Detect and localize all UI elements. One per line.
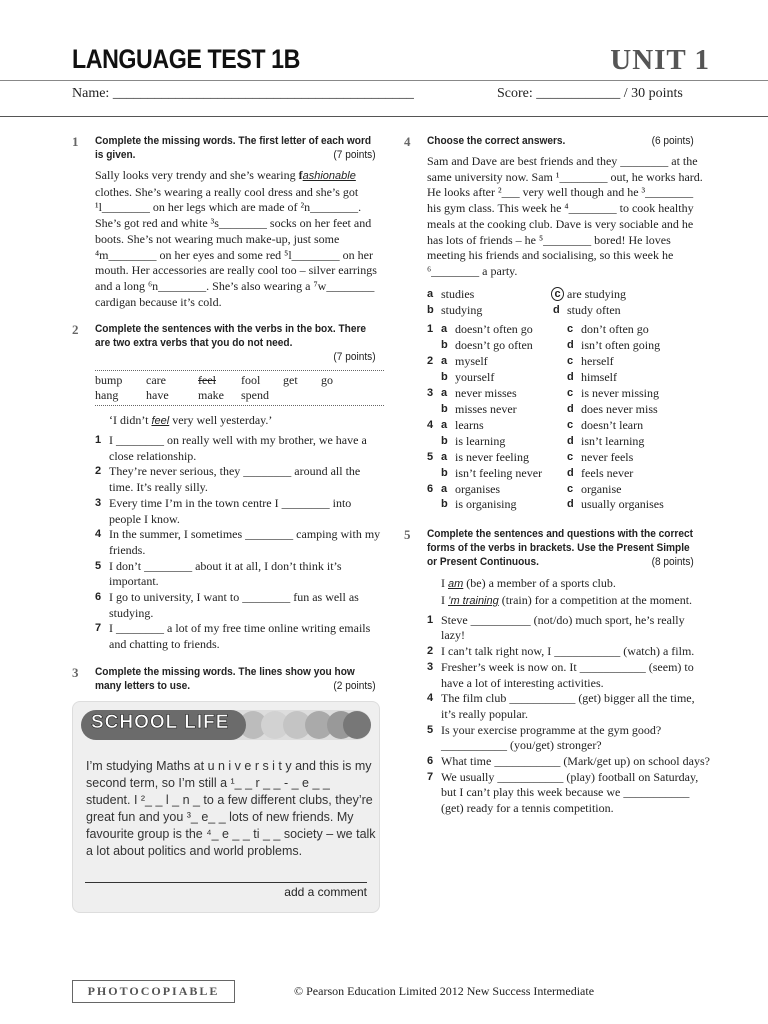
text-part: very well yesterday.’ [169, 413, 273, 428]
question-number: 5 [404, 527, 411, 543]
option-d[interactable]: isn’t learning [581, 433, 645, 448]
points: (7 points) [333, 351, 376, 364]
option-a[interactable]: never misses [455, 386, 517, 401]
list-item[interactable] [427, 691, 710, 722]
list-item[interactable] [95, 433, 384, 464]
example-answer: ashionable [302, 170, 356, 182]
right-column [404, 134, 710, 829]
list-item[interactable] [95, 621, 384, 652]
question-1 [72, 134, 384, 310]
question-number: 1 [72, 134, 79, 149]
instruction-text: Choose the correct answers. [427, 135, 566, 147]
score-field[interactable]: Score: ____________ / 30 points [497, 86, 683, 101]
question-instruction [427, 527, 694, 569]
left-column [72, 134, 384, 925]
item-number: 2 [427, 645, 434, 658]
list-item[interactable] [427, 660, 710, 691]
word: bump [95, 373, 123, 388]
example-sentence [109, 413, 384, 430]
item-text: I don’t ________ about it at all, I don’t think it’s important. [109, 558, 342, 589]
question-instruction [95, 665, 376, 693]
option-a[interactable]: organises [455, 481, 501, 496]
banner-title: SCHOOL LIFE [91, 711, 230, 733]
option-d[interactable]: isn’t often going [581, 338, 661, 353]
item-text: We usually ___________ (play) football on Saturday, but I can’t play this week because we ___________ (get) ready for a tennis competition. [441, 769, 699, 816]
item-list [404, 613, 710, 817]
instruction-text: Complete the sentences and questions with the correct forms of the verbs in brackets. Use the Present Simple or Present Continuous. [427, 528, 693, 569]
question-3 [72, 665, 384, 913]
word: have [146, 388, 169, 403]
list-item[interactable] [95, 559, 384, 590]
question-text [95, 168, 384, 310]
word: hang [95, 388, 119, 403]
item-text: The film club ___________ (get) bigger all the time, it’s really popular. [441, 691, 695, 721]
item-number: 5 [427, 723, 434, 736]
photocopiable-label: PHOTOCOPIABLE [72, 980, 235, 1003]
question-number: 3 [72, 664, 79, 680]
item-number: 5 [427, 450, 434, 463]
question-number: 2 [72, 322, 79, 338]
word: spend [241, 388, 269, 403]
list-item[interactable] [95, 527, 384, 558]
copyright-text: © Pearson Education Limited 2012 New Success Intermediate [294, 984, 595, 998]
example-options: a studies c are studying b studying d study often [427, 287, 710, 319]
example-answer: feel [151, 415, 170, 428]
text-part: (be) a member of a sports club. [463, 576, 616, 591]
name-field[interactable]: Name: ___________________________________________ [72, 86, 414, 101]
option-a[interactable]: doesn’t often go [455, 322, 533, 337]
option-d[interactable]: feels never [581, 465, 634, 480]
word: fool [241, 373, 261, 388]
add-comment-link[interactable]: add a comment [85, 882, 367, 901]
test-title: LANGUAGE TEST 1B [72, 44, 300, 74]
instruction-text: Complete the missing words. The first letter of each word is given. [95, 135, 372, 161]
header-bottom-divider [0, 116, 768, 117]
list-item[interactable] [427, 754, 710, 770]
option-b: studying [441, 302, 483, 317]
question-5 [404, 527, 710, 817]
list-item[interactable] [427, 770, 710, 817]
option-b[interactable]: misses never [455, 401, 517, 416]
item-number: 1 [427, 323, 434, 336]
option-a[interactable]: learns [455, 417, 484, 432]
option-a[interactable]: is never feeling [455, 449, 529, 464]
item-text: I ________ on really well with my brother, we have a close relationship. [109, 433, 367, 463]
header-divider [0, 80, 768, 81]
list-item[interactable] [427, 644, 710, 660]
item-text: I go to university, I want to ________ fun as well as studying. [109, 590, 359, 620]
points: (6 points) [651, 135, 694, 147]
list-item[interactable] [95, 496, 384, 527]
list-item[interactable] [95, 590, 384, 621]
text-part: I [441, 576, 448, 591]
school-life-card [72, 701, 380, 913]
question-text: Sam and Dave are best friends and they ________ at the same university now. Sam ¹________ out, he works hard. He looks after ²___ very well though and he ³________ his gym class. This week he ⁴________ to cook healthy meals at the cooking club. Dave is very sociable and he has lots of friends – he ⁵________ bored! He loves meeting his friends and socialising, so this week he ⁶________ a party. [427, 154, 703, 278]
option-b[interactable]: is learning [455, 433, 506, 448]
item-number: 2 [95, 465, 102, 478]
instruction-text: Complete the sentences with the verbs in the box. There are two extra verbs that you do not need. [95, 323, 367, 350]
question-4 [404, 134, 710, 513]
list-item[interactable] [95, 464, 384, 495]
option-b[interactable]: is organising [455, 497, 517, 512]
question-instruction [95, 134, 376, 162]
text-part[interactable]: clothes. She’s wearing a really cool dress and she’s got ¹l________ on her legs which are made of ²n________. She’s got red and white ³s________ socks on her feet and boots. She’s not wearing much make-up, just some ⁴m________ on her eyes and some red ⁵l________ on her mouth. Her accessories are really cool too – silver earrings and a long ⁶n________. She’s also wearing a ⁷w________ cardigan because it’s cold. [95, 184, 377, 309]
option-c[interactable]: organise [581, 481, 622, 496]
question-instruction [427, 134, 694, 148]
word-box [95, 370, 384, 406]
unit-label: UNIT 1 [610, 44, 710, 76]
item-list [72, 433, 384, 653]
item-number: 2 [427, 355, 434, 368]
question-number: 4 [404, 134, 411, 149]
item-text: Every time I’m in the town centre I ________ into people I know. [109, 495, 352, 526]
text-part: (train) for a competition at the moment. [498, 593, 693, 608]
option-d[interactable]: himself [581, 370, 617, 385]
text-part: ‘I didn’t [109, 413, 152, 428]
card-text[interactable]: I’m studying Maths at u n i v e r s i t y and this is my second term, so I’m still a ¹_ _ r _ _ - _ e _ _ student. I ²_ _ l _ n _ to a few different clubs, they’re great fun and you ³_ e_ _ lots of new friends. My favourite group is the ⁴_ e _ _ ti _ _ society – we talk a lot about politics and world problems. [86, 758, 376, 858]
word: make [198, 388, 224, 403]
option-c[interactable]: never feels [581, 449, 634, 464]
item-number: 7 [427, 770, 434, 783]
example-sentence [441, 576, 710, 593]
instruction-text: Complete the missing words. The lines show you how many letters to use. [95, 665, 355, 692]
item-number: 6 [95, 591, 102, 604]
circled-answer: c [551, 287, 564, 301]
item-number: 4 [427, 692, 434, 705]
points: (7 points) [333, 149, 376, 161]
item-text: Is your exercise programme at the gym good? ___________ (you/get) stronger? [441, 722, 662, 753]
question-2 [72, 322, 384, 653]
option-b[interactable]: isn’t feeling never [455, 465, 543, 480]
option-a[interactable]: myself [455, 354, 488, 369]
item-number: 3 [427, 660, 434, 673]
item-number: 4 [427, 418, 434, 431]
option-c[interactable]: doesn’t learn [581, 417, 644, 432]
text-part: I [441, 593, 448, 608]
item-text: They’re never serious, they ________ around all the time. It’s really silly. [109, 464, 361, 495]
item-text: What time ___________ (Mark/get up) on school days? [441, 754, 710, 769]
word: go [321, 373, 333, 388]
item-text: I can’t talk right now, I ___________ (watch) a film. [441, 644, 695, 659]
text-part: Sally looks very trendy and she’s wearing [95, 168, 299, 182]
item-number: 4 [95, 528, 102, 541]
example-answer: ’m training [448, 595, 499, 608]
option-b[interactable]: yourself [455, 370, 495, 385]
item-text: Fresher’s week is now on. It ___________ (seem) to have a lot of interesting activities. [441, 659, 694, 690]
answer-options: 1 a doesn’t often go c don’t often go b doesn’t go often d isn’t often going 2 a myself c herself b yourself d himself 3 a never misses c is never missing b misses never d does never miss 4 a learns c doesn’t learn b is learning d isn’t learning 5 a is never feeling c never feels b isn’t feeling never d feels never 6 a organises c organise b is organising d usually organises [404, 322, 710, 513]
question-instruction [95, 322, 376, 364]
option-d[interactable]: does never miss [581, 401, 658, 416]
option-c[interactable]: don’t often go [581, 322, 649, 337]
item-number: 1 [95, 434, 102, 447]
item-text: Steve __________ (not/do) much sport, he’s really lazy! [441, 612, 685, 643]
points: (2 points) [333, 679, 376, 692]
item-number: 6 [427, 482, 434, 495]
item-number: 1 [427, 613, 434, 626]
item-text: In the summer, I sometimes ________ camping with my friends. [109, 527, 381, 557]
list-item[interactable] [427, 613, 710, 644]
example-letter: f [298, 168, 303, 182]
points: (8 points) [651, 556, 694, 569]
item-text: I ________ a lot of my free time online writing emails and chatting to friends. [109, 621, 371, 652]
word-used: feel [198, 373, 216, 388]
option-c: are studying [567, 286, 626, 301]
option-c[interactable]: is never missing [581, 386, 659, 401]
option-a: studies [441, 286, 475, 301]
example-answer: am [448, 578, 464, 591]
option-d: study often [567, 302, 621, 317]
item-number: 5 [95, 559, 102, 572]
list-item[interactable] [427, 723, 710, 754]
option-b[interactable]: doesn’t go often [455, 338, 533, 353]
item-number: 3 [95, 496, 102, 509]
word: care [146, 373, 166, 388]
option-c[interactable]: herself [581, 354, 614, 369]
example-sentence [441, 593, 710, 610]
item-number: 3 [427, 387, 434, 400]
item-number: 7 [95, 622, 102, 635]
option-d[interactable]: usually organises [581, 497, 664, 512]
item-number: 6 [427, 755, 434, 768]
word: get [283, 373, 298, 388]
